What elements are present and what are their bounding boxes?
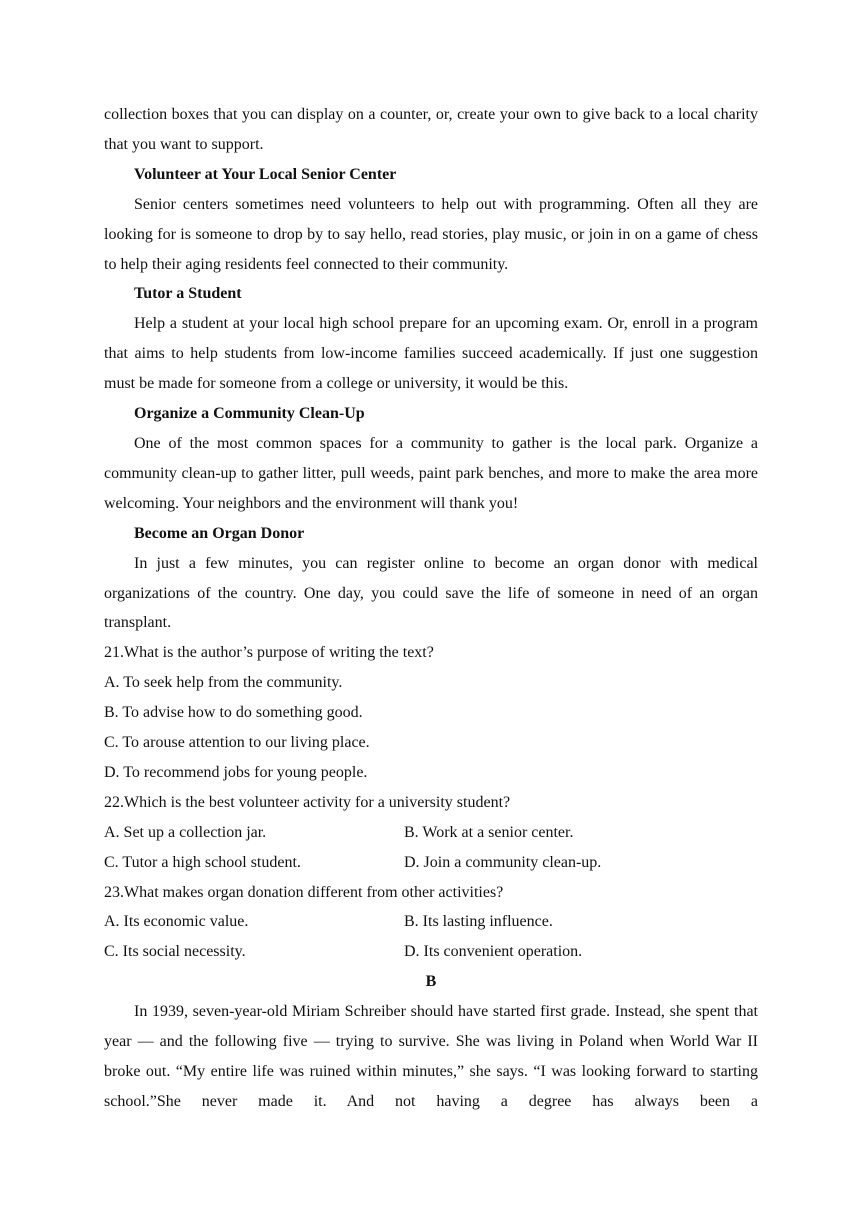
question-23-options-row-2 bbox=[104, 937, 758, 967]
document-page bbox=[104, 100, 758, 1117]
section-body-senior-center: Senior centers sometimes need volunteers to help out with programming. Often all they are looking for is someone to drop by to say hello, read stories, play music, or join in on a game of chess to help their aging residents feel connected to their community. bbox=[104, 195, 758, 273]
question-21-option-a: A. To seek help from the community. bbox=[104, 674, 343, 692]
question-22-option-a: A. Set up a collection jar. bbox=[104, 823, 267, 841]
question-21-option-d: D. To recommend jobs for young people. bbox=[104, 763, 368, 781]
section-heading-tutor: Tutor a Student bbox=[134, 285, 242, 303]
question-23-option-c: C. Its social necessity. bbox=[104, 943, 246, 961]
question-23-option-d: D. Its convenient operation. bbox=[404, 943, 583, 961]
question-21-option-b: B. To advise how to do something good. bbox=[104, 704, 363, 722]
intro-paragraph: collection boxes that you can display on a counter, or, create your own to give back to a local charity that you want to support. bbox=[104, 106, 758, 153]
question-22-stem: 22.Which is the best volunteer activity for a university student? bbox=[104, 793, 511, 811]
question-21-stem: 21.What is the author’s purpose of writing the text? bbox=[104, 644, 434, 662]
section-heading-senior-center: Volunteer at Your Local Senior Center bbox=[134, 165, 397, 183]
question-23-options-row-1 bbox=[104, 907, 758, 937]
section-heading-clean-up: Organize a Community Clean-Up bbox=[134, 405, 365, 423]
section-b-paragraph: In 1939, seven-year-old Miriam Schreiber should have started first grade. Instead, she spent that year — and the following five — trying to survive. She was living in Poland when World War II broke out. “My entire life was ruined within minutes,” she says. “I was looking forward to starting school.”She never made it. And not having a degree has always been a bbox=[104, 1003, 758, 1110]
question-22-option-b: B. Work at a senior center. bbox=[404, 823, 574, 841]
question-23-stem: 23.What makes organ donation different from other activities? bbox=[104, 883, 504, 901]
section-b-letter: B bbox=[425, 973, 437, 991]
section-body-clean-up: One of the most common spaces for a community to gather is the local park. Organize a community clean-up to gather litter, pull weeds, paint park benches, and more to make the area more welcoming. Your neighbors and the environment will thank you! bbox=[104, 434, 758, 512]
section-body-organ-donor: In just a few minutes, you can register online to become an organ donor with medical organizations of the country. One day, you could save the life of someone in need of an organ transplant. bbox=[104, 554, 758, 632]
section-body-tutor: Help a student at your local high school prepare for an upcoming exam. Or, enroll in a program that aims to help students from low-income families succeed academically. If just one suggestion must be made for someone from a college or university, it would be this. bbox=[104, 315, 758, 393]
question-22-option-d: D. Join a community clean-up. bbox=[404, 853, 602, 871]
question-23-option-a: A. Its economic value. bbox=[104, 913, 249, 931]
question-22-options-row-2 bbox=[104, 848, 758, 878]
section-heading-organ-donor: Become an Organ Donor bbox=[134, 524, 305, 542]
question-22-options-row-1 bbox=[104, 818, 758, 848]
question-23-option-b: B. Its lasting influence. bbox=[404, 913, 553, 931]
question-22-option-c: C. Tutor a high school student. bbox=[104, 853, 301, 871]
question-21-option-c: C. To arouse attention to our living place. bbox=[104, 734, 370, 752]
